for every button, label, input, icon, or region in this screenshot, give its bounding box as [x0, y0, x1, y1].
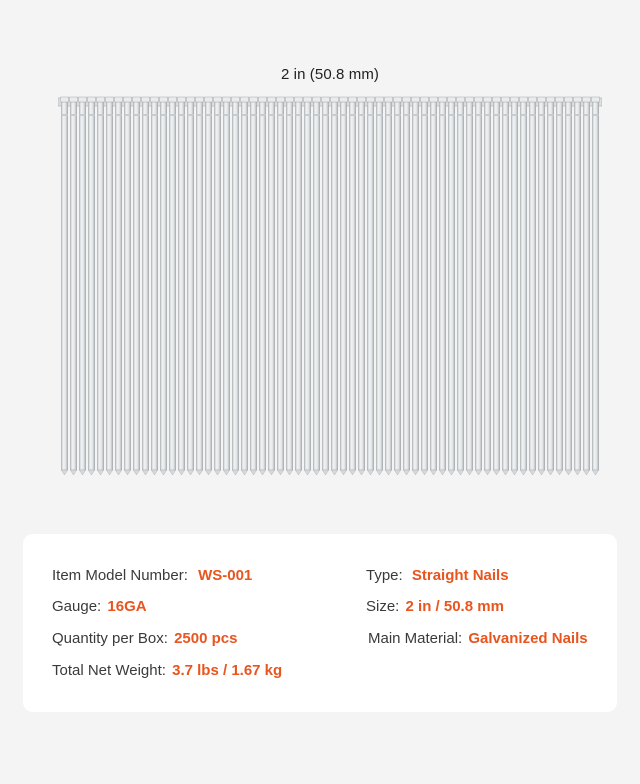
collation-mark	[439, 114, 445, 116]
spec-gauge-label: Gauge:	[52, 598, 102, 615]
nail-head	[573, 97, 581, 102]
nail-head	[204, 97, 212, 102]
nail-shaft	[385, 102, 391, 470]
nail-tip	[484, 470, 490, 475]
nail-head	[357, 97, 365, 102]
nail-shaft	[340, 102, 346, 470]
nail-head	[258, 97, 266, 102]
collation-mark	[169, 114, 175, 116]
spec-item-model-label: Item Model Number:	[52, 567, 188, 584]
nail-tip	[205, 470, 211, 475]
nail-tip	[511, 470, 517, 475]
nail-tip	[403, 470, 409, 475]
nail-head	[186, 97, 194, 102]
nail-head	[510, 97, 518, 102]
nail-tip	[556, 470, 562, 475]
collation-mark	[160, 114, 166, 116]
nail-shaft	[133, 102, 139, 470]
nail-tip	[196, 470, 202, 475]
nail-tip	[304, 470, 310, 475]
nail-head	[303, 97, 311, 102]
nail-head	[456, 97, 464, 102]
collation-mark	[277, 114, 283, 116]
collation-mark	[475, 114, 481, 116]
nail-shaft	[475, 102, 481, 470]
collation-mark	[79, 114, 85, 116]
collation-mark	[259, 114, 265, 116]
nail-head	[555, 97, 563, 102]
spec-material-value: Galvanized Nails	[468, 630, 588, 647]
nail-tip	[214, 470, 220, 475]
nail-head	[276, 97, 284, 102]
collation-mark	[394, 114, 400, 116]
nail-shaft	[268, 102, 274, 470]
collation-mark	[430, 114, 436, 116]
collation-mark	[322, 114, 328, 116]
nail-shaft	[250, 102, 256, 470]
nail-shaft	[547, 102, 553, 470]
nail-shaft	[331, 102, 337, 470]
collation-mark	[340, 114, 346, 116]
nail-shaft	[187, 102, 193, 470]
spec-gauge-value: 16GA	[107, 598, 147, 615]
nail-head	[474, 97, 482, 102]
nail-head	[348, 97, 356, 102]
nail-head	[501, 97, 509, 102]
nail-tip	[538, 470, 544, 475]
collation-mark	[565, 114, 571, 116]
nail-shaft	[448, 102, 454, 470]
nail-strip-image	[58, 96, 602, 476]
spec-card	[23, 534, 617, 712]
collation-mark	[466, 114, 472, 116]
nail-tip	[331, 470, 337, 475]
nail-tip	[142, 470, 148, 475]
collation-mark	[133, 114, 139, 116]
nail-head	[393, 97, 401, 102]
nail-head	[582, 97, 590, 102]
nail-shaft	[79, 102, 85, 470]
nail-shaft	[376, 102, 382, 470]
nail-head	[591, 97, 599, 102]
nail-head	[114, 97, 122, 102]
spec-size	[366, 598, 504, 615]
nail-shaft	[394, 102, 400, 470]
nail-shaft	[214, 102, 220, 470]
collation-mark	[511, 114, 517, 116]
nail-shaft	[70, 102, 76, 470]
collation-mark	[151, 114, 157, 116]
collation-mark	[412, 114, 418, 116]
spec-size-label: Size:	[366, 598, 400, 615]
spec-gauge	[52, 598, 147, 615]
nail-head	[519, 97, 527, 102]
nail-tip	[286, 470, 292, 475]
nail-tip	[574, 470, 580, 475]
nail-shaft	[97, 102, 103, 470]
collation-mark	[268, 114, 274, 116]
nail-tip	[151, 470, 157, 475]
nail-tip	[169, 470, 175, 475]
nail-shaft	[502, 102, 508, 470]
nail-tip	[277, 470, 283, 475]
nail-shaft	[106, 102, 112, 470]
collation-mark	[493, 114, 499, 116]
nail-shaft	[556, 102, 562, 470]
collation-mark	[556, 114, 562, 116]
collation-mark	[331, 114, 337, 116]
nail-tip	[97, 470, 103, 475]
spec-type	[366, 567, 509, 584]
nail-tip	[250, 470, 256, 475]
collation-mark	[520, 114, 526, 116]
nail-tip	[133, 470, 139, 475]
nail-tip	[421, 470, 427, 475]
nail-shaft	[511, 102, 517, 470]
collation-mark	[241, 114, 247, 116]
nail-head	[429, 97, 437, 102]
nail-shaft	[169, 102, 175, 470]
nail-shaft	[160, 102, 166, 470]
nail-head	[78, 97, 86, 102]
nail-head	[168, 97, 176, 102]
collation-mark	[106, 114, 112, 116]
nail-shaft	[358, 102, 364, 470]
spec-item-model-value: WS-001	[198, 567, 253, 584]
nail-shaft	[259, 102, 265, 470]
nail-head	[411, 97, 419, 102]
collation-mark	[385, 114, 391, 116]
nail-head	[240, 97, 248, 102]
nail-head	[564, 97, 572, 102]
nail-shaft	[241, 102, 247, 470]
nail-shaft	[493, 102, 499, 470]
collation-mark	[304, 114, 310, 116]
collation-mark	[115, 114, 121, 116]
collation-mark	[547, 114, 553, 116]
nail-head	[321, 97, 329, 102]
nail-tip	[232, 470, 238, 475]
nail-tip	[340, 470, 346, 475]
nail-shaft	[592, 102, 598, 470]
nail-tip	[412, 470, 418, 475]
nail-tip	[223, 470, 229, 475]
nail-tip	[385, 470, 391, 475]
nail-head	[222, 97, 230, 102]
nail-shaft	[403, 102, 409, 470]
nail-tip	[439, 470, 445, 475]
collation-mark	[223, 114, 229, 116]
collation-mark	[70, 114, 76, 116]
collation-mark	[358, 114, 364, 116]
collation-mark	[178, 114, 184, 116]
nail-tip	[295, 470, 301, 475]
nail-shaft	[457, 102, 463, 470]
nail-head	[132, 97, 140, 102]
nail-head	[195, 97, 203, 102]
nail-tip	[79, 470, 85, 475]
collation-mark	[205, 114, 211, 116]
nail-head	[492, 97, 500, 102]
nail-tip	[493, 470, 499, 475]
collation-mark	[313, 114, 319, 116]
collation-mark	[574, 114, 580, 116]
nail-shaft	[538, 102, 544, 470]
collation-mark	[457, 114, 463, 116]
nail-shaft	[583, 102, 589, 470]
nail-tip	[160, 470, 166, 475]
nail-head	[96, 97, 104, 102]
nail-head	[150, 97, 158, 102]
spec-quantity-value: 2500 pcs	[174, 630, 238, 647]
nail-head	[177, 97, 185, 102]
nail-tip	[448, 470, 454, 475]
collation-mark	[295, 114, 301, 116]
nail-head	[123, 97, 131, 102]
nail-tip	[187, 470, 193, 475]
collation-mark	[214, 114, 220, 116]
nail-tip	[565, 470, 571, 475]
nail-tip	[457, 470, 463, 475]
nail-shaft	[412, 102, 418, 470]
nail-shaft	[466, 102, 472, 470]
spec-weight	[52, 662, 282, 679]
nail-tip	[466, 470, 472, 475]
nail-tip	[502, 470, 508, 475]
nail-tip	[475, 470, 481, 475]
nail-shaft	[484, 102, 490, 470]
nail-head	[69, 97, 77, 102]
nail-head	[213, 97, 221, 102]
nail-shaft	[61, 102, 67, 470]
nail-head	[294, 97, 302, 102]
nail-shaft	[322, 102, 328, 470]
collation-mark	[484, 114, 490, 116]
nail-shaft	[286, 102, 292, 470]
spec-item-model	[52, 567, 252, 584]
collation-mark	[403, 114, 409, 116]
nail-tip	[322, 470, 328, 475]
spec-weight-label: Total Net Weight:	[52, 662, 166, 679]
nail-head	[420, 97, 428, 102]
collation-mark	[592, 114, 598, 116]
nail-head	[528, 97, 536, 102]
nail-head	[60, 97, 68, 102]
nail-shaft	[178, 102, 184, 470]
spec-weight-value: 3.7 lbs / 1.67 kg	[172, 662, 283, 679]
nail-tip	[61, 470, 67, 475]
nail-head	[483, 97, 491, 102]
nail-shaft	[232, 102, 238, 470]
collation-mark	[97, 114, 103, 116]
nail-shaft	[367, 102, 373, 470]
nail-head	[375, 97, 383, 102]
nail-head	[402, 97, 410, 102]
nail-shaft	[421, 102, 427, 470]
nail-shaft	[115, 102, 121, 470]
nail-tip	[70, 470, 76, 475]
nail-shaft	[439, 102, 445, 470]
nail-shaft	[565, 102, 571, 470]
collation-mark	[376, 114, 382, 116]
nail-shaft	[88, 102, 94, 470]
nail-shaft	[520, 102, 526, 470]
nail-tip	[313, 470, 319, 475]
spec-material	[368, 630, 588, 647]
collation-mark	[250, 114, 256, 116]
nail-head	[438, 97, 446, 102]
nail-shaft	[313, 102, 319, 470]
nail-head	[366, 97, 374, 102]
spec-quantity	[52, 630, 237, 647]
nail-tip	[592, 470, 598, 475]
nail-tip	[106, 470, 112, 475]
nail-tip	[358, 470, 364, 475]
collation-mark	[61, 114, 67, 116]
nail-shaft	[349, 102, 355, 470]
spec-type-label: Type:	[366, 567, 403, 584]
nail-shaft	[196, 102, 202, 470]
collation-mark	[187, 114, 193, 116]
nail-head	[159, 97, 167, 102]
nail-head	[105, 97, 113, 102]
nail-shaft	[223, 102, 229, 470]
nail-tip	[583, 470, 589, 475]
nail-tip	[367, 470, 373, 475]
spec-type-value: Straight Nails	[411, 567, 509, 584]
nail-tip	[430, 470, 436, 475]
collation-mark	[538, 114, 544, 116]
collation-mark	[286, 114, 292, 116]
nail-tip	[88, 470, 94, 475]
nail-shaft	[304, 102, 310, 470]
nail-shaft	[574, 102, 580, 470]
nail-head	[87, 97, 95, 102]
nail-tip	[349, 470, 355, 475]
nail-head	[465, 97, 473, 102]
collation-mark	[349, 114, 355, 116]
nail-tip	[259, 470, 265, 475]
nail-head	[339, 97, 347, 102]
collation-mark	[124, 114, 130, 116]
collation-mark	[88, 114, 94, 116]
nail-tip	[394, 470, 400, 475]
nail-tip	[520, 470, 526, 475]
nail-head	[330, 97, 338, 102]
nail-shaft	[529, 102, 535, 470]
nail-head	[141, 97, 149, 102]
nail-shaft	[205, 102, 211, 470]
nail-shaft	[430, 102, 436, 470]
nail-head	[447, 97, 455, 102]
collation-mark	[583, 114, 589, 116]
collation-mark	[232, 114, 238, 116]
nail-tip	[178, 470, 184, 475]
spec-material-label: Main Material:	[368, 630, 463, 647]
collation-mark	[529, 114, 535, 116]
nail-head	[231, 97, 239, 102]
collation-mark	[196, 114, 202, 116]
nail-shaft	[151, 102, 157, 470]
nail-shaft	[142, 102, 148, 470]
nail-tip	[115, 470, 121, 475]
nail-tip	[241, 470, 247, 475]
nail-head	[546, 97, 554, 102]
spec-size-value: 2 in / 50.8 mm	[405, 598, 504, 615]
nail-tip	[547, 470, 553, 475]
collation-mark	[142, 114, 148, 116]
nail-head	[312, 97, 320, 102]
collation-mark	[421, 114, 427, 116]
nail-head	[384, 97, 392, 102]
nail-shaft	[124, 102, 130, 470]
nail-shaft	[277, 102, 283, 470]
nail-tip	[376, 470, 382, 475]
nail-head	[267, 97, 275, 102]
nail-tip	[124, 470, 130, 475]
collation-mark	[367, 114, 373, 116]
collation-mark	[448, 114, 454, 116]
nail-head	[249, 97, 257, 102]
nail-shaft	[295, 102, 301, 470]
dimension-label: 2 in (50.8 mm)	[280, 66, 380, 83]
nail-head	[537, 97, 545, 102]
collation-mark	[502, 114, 508, 116]
nail-head	[285, 97, 293, 102]
spec-quantity-label: Quantity per Box:	[52, 630, 168, 647]
nail-tip	[268, 470, 274, 475]
nail-tip	[529, 470, 535, 475]
